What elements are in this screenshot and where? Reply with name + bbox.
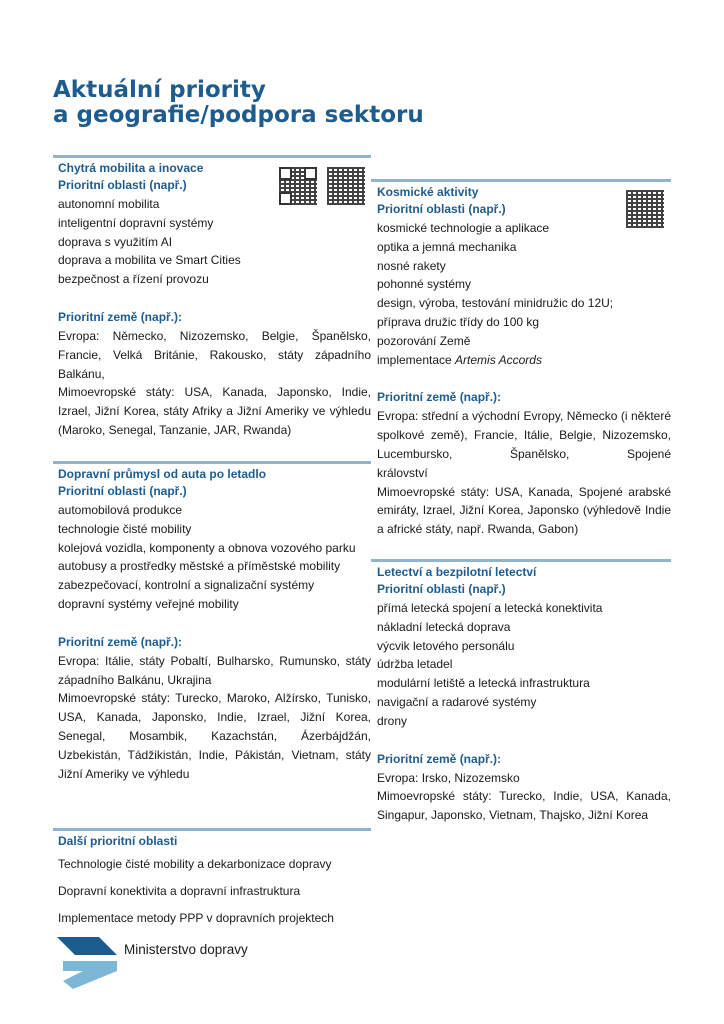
artemis-prefix: implementace xyxy=(377,352,456,367)
list-item: údržba letadel xyxy=(377,657,453,672)
page-title-line-2: a geografie/podpora sektoru xyxy=(53,102,424,128)
list-item-artemis xyxy=(377,351,671,370)
ministry-logo-icon xyxy=(57,937,117,989)
section-divider xyxy=(53,155,371,158)
section-space-activities xyxy=(371,179,671,539)
priority-areas-label: Prioritní oblasti (např.) xyxy=(377,202,506,216)
section-divider xyxy=(53,828,371,831)
priority-areas-label: Prioritní oblasti (např.) xyxy=(58,484,187,498)
europe-countries: Evropa: střední a východní Evropy, Německo (i některé spolkové země), Francie, Itálie, Belgie, Nizozemsko, Lucembursko, Španělsko, Spojené xyxy=(377,409,671,461)
priority-countries-label: Prioritní země (např.): xyxy=(377,390,502,405)
list-item: Technologie čisté mobility a dekarbonizace dopravy xyxy=(58,857,332,871)
priority-countries-label: Prioritní země (např.): xyxy=(58,309,183,324)
outside-countries: Mimoevropské státy: Turecko, Indie, USA, Kanada, Singapur, Japonsko, Vietnam, Thajsko, Jižní Korea xyxy=(377,789,671,823)
list-item: modulární letiště a letecká infrastruktura xyxy=(377,676,590,691)
europe-countries: Evropa: Irsko, Nizozemsko xyxy=(377,770,520,785)
section-divider xyxy=(53,461,371,464)
list-item: Dopravní konektivita a dopravní infrastruktura xyxy=(58,884,301,898)
list-item: automobilová produkce xyxy=(58,503,183,517)
priority-countries-label: Prioritní země (např.): xyxy=(58,634,183,649)
section-title: Dopravní průmysl od auta po letadlo xyxy=(58,467,267,481)
outside-countries: Mimoevropské státy: USA, Kanada, Spojené arabské emiráty, Izrael, Jižní Korea, Japonsko (výhledově Indie a africké státy, např. Rwanda, Gabon) xyxy=(377,484,671,537)
list-item: autonomní mobilita xyxy=(58,197,160,211)
section-transport-industry xyxy=(53,461,371,783)
list-item: drony xyxy=(377,713,408,728)
section-title: Chytrá mobilita a inovace xyxy=(58,161,204,175)
list-item: pohonné systémy xyxy=(377,277,472,292)
section-title: Kosmické aktivity xyxy=(377,185,479,199)
list-item: dopravní systémy veřejné mobility xyxy=(58,596,239,611)
artemis-name: Artemis Accords xyxy=(455,352,542,367)
list-item: doprava a mobilita ve Smart Cities xyxy=(58,253,241,268)
list-item: výcvik letového personálu xyxy=(377,638,515,653)
section-title: Další prioritní oblasti xyxy=(58,834,178,848)
europe-countries: Evropa: Německo, Nizozemsko, Belgie, Španělsko, Francie, Velká Británie, Rakousko, státy západního Balkánu, xyxy=(58,328,371,381)
page-title xyxy=(53,78,424,128)
europe-countries: Evropa: Itálie, státy Pobaltí, Bulharsko, Rumunsko, státy západního Balkánu, Ukrajina xyxy=(58,653,371,687)
list-item: kosmické technologie a aplikace xyxy=(377,221,550,235)
list-item: bezpečnost a řízení provozu xyxy=(58,272,209,287)
list-item: inteligentní dopravní systémy xyxy=(58,215,214,230)
section-title: Letectví a bezpilotní letectví xyxy=(377,565,537,579)
list-item: doprava s využitím AI xyxy=(58,234,173,249)
priority-areas-label: Prioritní oblasti (např.) xyxy=(377,582,506,596)
list-item: kolejová vozidla, komponenty a obnova vozového parku xyxy=(58,540,356,555)
section-smart-mobility xyxy=(53,155,371,440)
europe-countries-last: království xyxy=(377,465,428,480)
list-item: technologie čisté mobility xyxy=(58,521,192,536)
list-item: autobusy a prostředky městské a příměstské mobility xyxy=(58,559,341,574)
outside-countries: Mimoevropské státy: Turecko, Maroko, Alžírsko, Tunisko, USA, Kanada, Japonsko, Indie, Izrael, Jižní Korea, Senegal, Mosambik, Kazachstán, Ázerbájdžán, Uzbekistán, Tádžikistán, Indie, Pákistán, Vietnam, státy Jižní Ameriky ve výhledu xyxy=(58,691,371,781)
list-item: nosné rakety xyxy=(377,258,446,273)
list-item: přímá letecká spojení a letecká konektivita xyxy=(377,601,603,615)
list-item: navigační a radarové systémy xyxy=(377,694,537,709)
logo-light-shape xyxy=(63,961,117,989)
list-item: Implementace metody PPP v dopravních projektech xyxy=(58,911,334,925)
section-divider xyxy=(371,179,671,182)
outside-countries: Mimoevropské státy: USA, Kanada, Japonsko, Indie, Izrael, Jižní Korea, státy Afriky a Jižní Ameriky ve výhledu (Maroko, Senegal, Tanzanie, JAR, Rwanda) xyxy=(58,385,371,437)
list-item: optika a jemná mechanika xyxy=(377,239,517,254)
section-aviation xyxy=(371,559,671,825)
ministry-logo-text: Ministerstvo dopravy xyxy=(124,942,248,957)
list-item: příprava družic třídy do 100 kg xyxy=(377,314,540,329)
page-title-line-1: Aktuální priority xyxy=(53,77,266,103)
section-divider xyxy=(371,559,671,562)
list-item: nákladní letecká doprava xyxy=(377,619,511,634)
list-item: pozorování Země xyxy=(377,333,471,348)
list-item: design, výroba, testování minidružic do 12U; xyxy=(377,296,614,311)
list-item: zabezpečovací, kontrolní a signalizační systémy xyxy=(58,578,315,593)
priority-areas-label: Prioritní oblasti (např.) xyxy=(58,178,187,192)
logo-dark-shape xyxy=(57,937,117,955)
section-other-priorities xyxy=(53,828,371,936)
priority-countries-label: Prioritní země (např.): xyxy=(377,751,502,766)
